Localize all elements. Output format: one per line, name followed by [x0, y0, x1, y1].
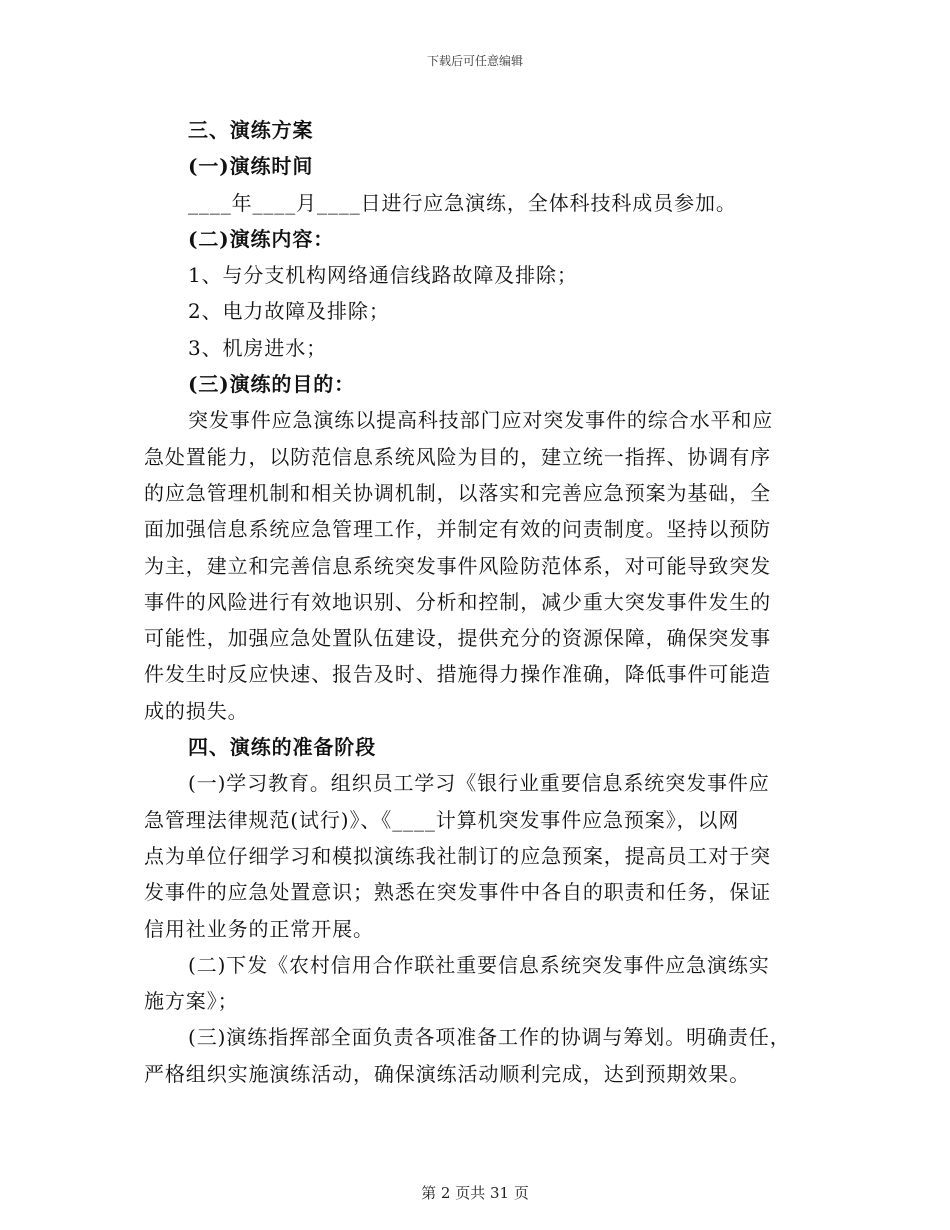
list-item: 2、电力故障及排除； [188, 299, 390, 324]
section-3-3-title: (三)演练的目的： [188, 372, 356, 397]
list-item: 1、与分支机构网络通信线路故障及排除； [188, 263, 578, 288]
paragraph-line: 严格组织实施演练活动，确保演练活动顺利完成，达到预期效果。 [144, 1061, 751, 1086]
paragraph-line: 件发生时反应快速、报告及时、措施得力操作准确，降低事件可能造 [144, 662, 771, 687]
section-3-1-text: ____年____月____日进行应急演练，全体科技科成员参加。 [188, 190, 737, 215]
paragraph-line: 面加强信息系统应急管理工作，并制定有效的问责制度。坚持以预防 [144, 517, 771, 542]
paragraph-line: 突发事件应急演练以提高科技部门应对突发事件的综合水平和应 [188, 408, 774, 433]
paragraph-line: 事件的风险进行有效地识别、分析和控制，减少重大突发事件发生的 [144, 589, 771, 614]
section-4-3-paragraph [144, 1019, 804, 1092]
paragraph-line: 为主，建立和完善信息系统突发事件风险防范体系，对可能导致突发 [144, 553, 771, 578]
paragraph-line: 急处置能力，以防范信息系统风险为目的，建立统一指挥、协调有序 [144, 444, 771, 469]
section-4-2-paragraph [144, 947, 804, 1020]
paragraph-line: 施方案》； [144, 989, 239, 1014]
paragraph-line: 信用社业务的正常开展。 [144, 916, 374, 941]
paragraph-line: (二)下发《农村信用合作联社重要信息系统突发事件应急演练实 [188, 952, 770, 977]
section-3-1-title: (一)演练时间 [188, 154, 314, 179]
section-3-2-title: (二)演练内容： [188, 226, 335, 251]
paragraph-line: 成的损失。 [144, 698, 249, 723]
paragraph-line: 点为单位仔细学习和模拟演练我社制订的应急预案，提高员工对于突 [144, 843, 771, 868]
section-4-title: 四、演练的准备阶段 [188, 735, 377, 760]
section-3-3-paragraph [144, 402, 804, 729]
document-body [144, 112, 804, 1092]
paragraph-line: 可能性，加强应急处置队伍建设，提供充分的资源保障，确保突发事 [144, 626, 771, 651]
paragraph-line: (三)演练指挥部全面负责各项准备工作的协调与筹划。明确责任， [188, 1025, 791, 1050]
list-item: 3、机房进水； [188, 335, 328, 360]
paragraph-line: (一)学习教育。组织员工学习《银行业重要信息系统突发事件应 [188, 771, 770, 796]
section-4-1-paragraph [144, 765, 804, 946]
page-footer: 第 2 页共 31 页 [421, 1184, 529, 1202]
section-3-title: 三、演练方案 [188, 118, 314, 142]
paragraph-line: 急管理法律规范(试行)》、《____计算机突发事件应急预案》，以网 [144, 807, 740, 832]
paragraph-line: 的应急管理机制和相关协调机制，以落实和完善应急预案为基础，全 [144, 480, 771, 505]
page-header: 下载后可任意编辑 [426, 54, 523, 68]
paragraph-line: 发事件的应急处置意识；熟悉在突发事件中各自的职责和任务，保证 [144, 880, 771, 905]
